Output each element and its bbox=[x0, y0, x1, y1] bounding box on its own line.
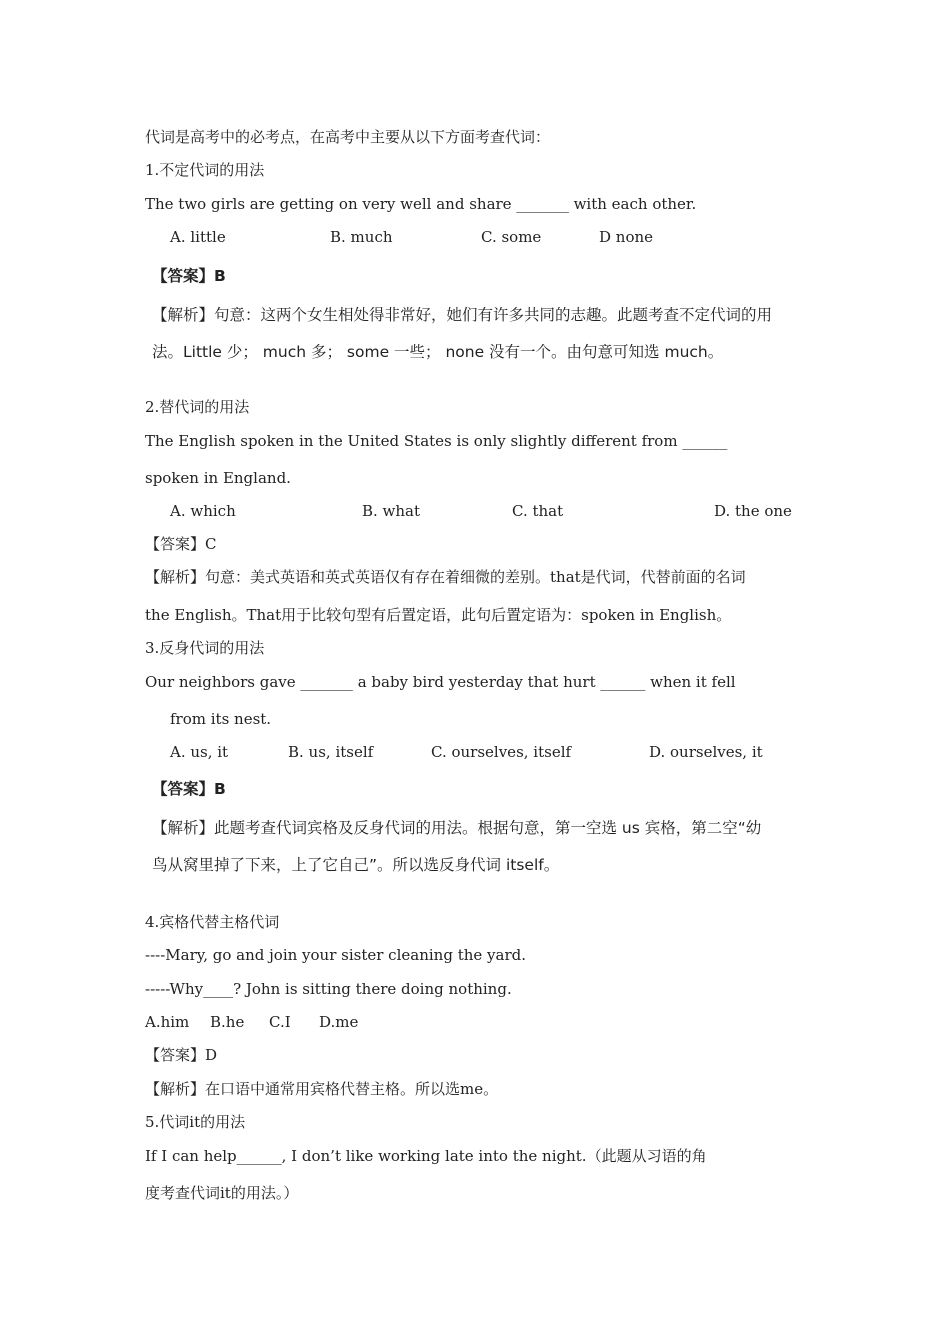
q4-option-a: A.him bbox=[145, 1013, 190, 1031]
q4-dialog-line1: ----Mary, go and join your sister cleaning the yard. bbox=[145, 946, 526, 964]
q4-dialog-line2: -----Why____? John is sitting there doing nothing. bbox=[145, 980, 512, 998]
q2-stem-line2: spoken in England. bbox=[145, 469, 291, 487]
q2-answer: 【答案】C bbox=[145, 535, 217, 553]
q3-option-a: A. us, it bbox=[170, 743, 229, 761]
q3-option-c: C. ourselves, itself bbox=[431, 743, 572, 761]
q4-analysis: 【解析】在口语中通常用宾格代替主格。所以选me。 bbox=[145, 1080, 499, 1098]
q1-stem: The two girls are getting on very well and share _______ with each other. bbox=[145, 195, 697, 213]
q1-option-a: A. little bbox=[170, 228, 226, 246]
q3-answer: 【答案】B bbox=[152, 780, 226, 798]
q4-heading: 4.宾格代替主格代词 bbox=[145, 913, 280, 931]
q1-option-b: B. much bbox=[330, 228, 393, 246]
q3-option-d: D. ourselves, it bbox=[649, 743, 763, 761]
q1-answer: 【答案】B bbox=[152, 267, 226, 285]
q5-heading: 5.代词it的用法 bbox=[145, 1113, 246, 1131]
q3-option-b: B. us, itself bbox=[288, 743, 374, 761]
q5-stem-line2: 度考查代词it的用法。） bbox=[145, 1184, 299, 1202]
intro-line: 代词是高考中的必考点，在高考中主要从以下方面考查代词： bbox=[145, 128, 551, 146]
q1-analysis-line2: 法。Little 少； much 多； some 一些； none 没有一个。由句意可知选 much。 bbox=[152, 343, 724, 361]
q1-analysis-line1: 【解析】句意：这两个女生相处得非常好，她们有许多共同的志趣。此题考查不定代词的用 bbox=[152, 306, 773, 324]
q4-option-c: C.I bbox=[269, 1013, 291, 1031]
q1-option-d: D none bbox=[599, 228, 654, 246]
q2-option-c: C. that bbox=[512, 502, 564, 520]
q5-stem-line1: If I can help______, I don’t like working late into the night.（此题从习语的角 bbox=[145, 1147, 707, 1165]
q3-analysis-line2: 鸟从窝里掉了下来，上了它自己”。所以选反身代词 itself。 bbox=[152, 856, 560, 874]
q1-heading: 1.不定代词的用法 bbox=[145, 161, 265, 179]
q2-option-b: B. what bbox=[362, 502, 421, 520]
q2-analysis-line2: the English。That用于比较句型有后置定语，此句后置定语为：spoken in English。 bbox=[145, 606, 732, 624]
q3-analysis-line1: 【解析】此题考查代词宾格及反身代词的用法。根据句意，第一空选 us 宾格，第二空“幼 bbox=[152, 819, 762, 837]
q2-heading: 2.替代词的用法 bbox=[145, 398, 250, 416]
q2-option-d: D. the one bbox=[714, 502, 792, 520]
q2-option-a: A. which bbox=[170, 502, 236, 520]
q4-answer: 【答案】D bbox=[145, 1046, 218, 1064]
q3-stem-line1: Our neighbors gave _______ a baby bird yesterday that hurt ______ when it fell bbox=[145, 673, 736, 691]
q4-option-d: D.me bbox=[319, 1013, 359, 1031]
q1-option-c: C. some bbox=[481, 228, 542, 246]
q4-option-b: B.he bbox=[210, 1013, 245, 1031]
q2-stem-line1: The English spoken in the United States is only slightly different from ______ bbox=[145, 432, 728, 450]
q2-analysis-line1: 【解析】句意：美式英语和英式英语仅有存在着细微的差别。that是代词，代替前面的名词 bbox=[145, 568, 746, 586]
q3-stem-line2: from its nest. bbox=[170, 710, 272, 728]
q3-heading: 3.反身代词的用法 bbox=[145, 639, 265, 657]
